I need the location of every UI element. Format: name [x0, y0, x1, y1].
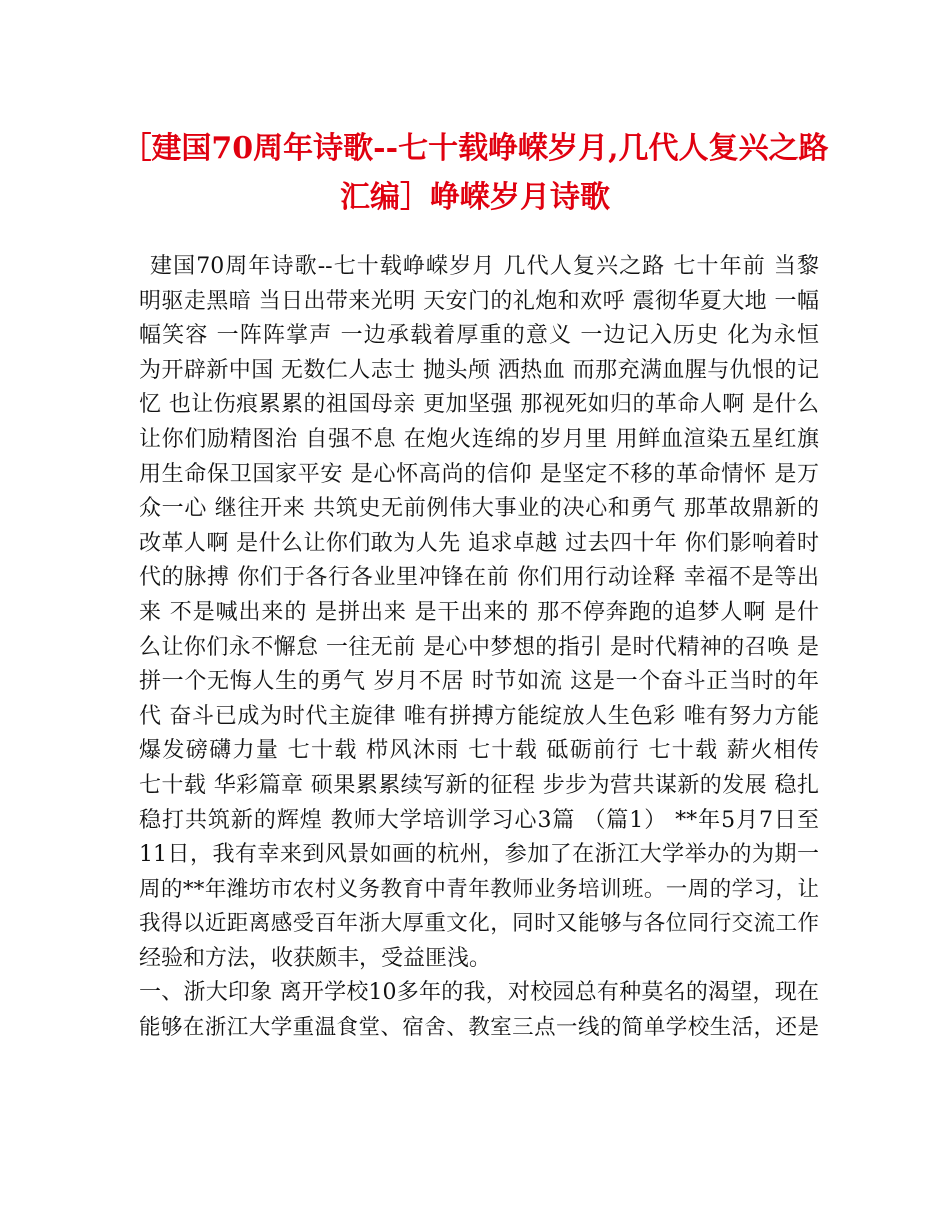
body-line: 明驱走黑暗 当日出带来光明 天安门的礼炮和欢呼 震彻华夏大地 一幅: [139, 288, 819, 314]
body-line: 拼一个无悔人生的勇气 岁月不居 时节如流 这是一个奋斗正当时的年: [139, 669, 819, 695]
body-line: 稳打共筑新的辉煌 教师大学培训学习心3篇 （篇1） **年5月7日至: [139, 807, 819, 833]
body-line: 经验和方法，收获颇丰，受益匪浅。: [139, 945, 492, 971]
body-line: 建国70周年诗歌--七十载峥嵘岁月 几代人复兴之路 七十年前 当黎: [150, 254, 819, 279]
body-line: 让你们励精图治 自强不息 在炮火连绵的岁月里 用鲜血渲染五星红旗: [139, 426, 819, 452]
body-line: 众一心 继往开来 共筑史无前例伟大事业的决心和勇气 那革故鼎新的: [139, 496, 819, 522]
body-line: 幅笑容 一阵阵掌声 一边承载着厚重的意义 一边记入历史 化为永恒: [139, 323, 819, 349]
body-line: 七十载 华彩篇章 硕果累累续写新的征程 步步为营共谋新的发展 稳扎: [139, 772, 819, 798]
body-line: 么让你们永不懈怠 一往无前 是心中梦想的指引 是时代精神的召唤 是: [139, 634, 819, 660]
body-line: 能够在浙江大学重温食堂、宿舍、教室三点一线的简单学校生活，还是: [139, 1015, 819, 1041]
body-line: 一、浙大印象 离开学校10多年的我，对校园总有种莫名的渴望，现在: [139, 980, 819, 1006]
body-line: 来 不是喊出来的 是拼出来 是干出来的 那不停奔跑的追梦人啊 是什: [139, 599, 819, 625]
body-line: 改革人啊 是什么让你们敢为人先 追求卓越 过去四十年 你们影响着时: [139, 530, 819, 556]
body-line: 代的脉搏 你们于各行各业里冲锋在前 你们用行动诠释 幸福不是等出: [139, 565, 819, 591]
body-line: 11日，我有幸来到风景如画的杭州，参加了在浙江大学举办的为期一: [139, 842, 819, 868]
body-line: 忆 也让伤痕累累的祖国母亲 更加坚强 那视死如归的革命人啊 是什么: [139, 392, 819, 418]
body-line: 代 奋斗已成为时代主旋律 唯有拼搏方能绽放人生色彩 唯有努力方能: [139, 703, 819, 729]
body-line: 我得以近距离感受百年浙大厚重文化，同时又能够与各位同行交流工作: [139, 911, 819, 937]
body-line: 用生命保卫国家平安 是心怀高尚的信仰 是坚定不移的革命情怀 是万: [139, 461, 819, 487]
document-body: [139, 250, 819, 1046]
body-line: 为开辟新中国 无数仁人志士 抛头颅 洒热血 而那充满血腥与仇恨的记: [139, 357, 819, 383]
title-line: 汇编］峥嵘岁月诗歌: [340, 180, 610, 215]
body-line: 周的**年潍坊市农村义务教育中青年教师业务培训班。一周的学习，让: [139, 876, 819, 902]
title-line: ［建国70周年诗歌--七十载峥嵘岁月,几代人复兴之路: [121, 131, 829, 166]
body-line: 爆发磅礴力量 七十载 栉风沐雨 七十载 砥砺前行 七十载 薪火相传: [139, 738, 819, 764]
document-title: [110, 124, 840, 222]
